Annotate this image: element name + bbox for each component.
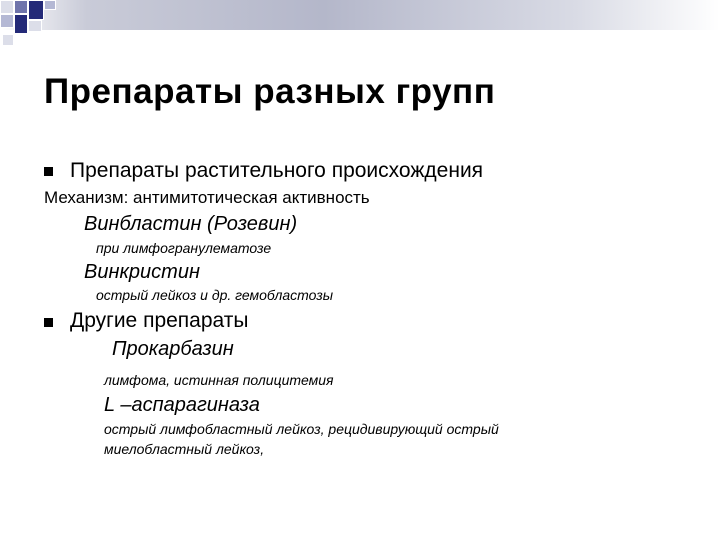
drug-asparaginase: L –аспарагиназа <box>104 394 260 416</box>
header-square-decoration <box>44 0 56 10</box>
drug-vinblastine-note: при лимфогранулематозе <box>96 240 272 256</box>
drug-procarbazine-note: лимфома, истинная полицитемия <box>104 372 334 388</box>
slide-title: Препараты разных групп <box>44 72 496 111</box>
header-square-decoration <box>28 0 44 20</box>
header-square-decoration <box>14 0 28 14</box>
square-bullet-icon <box>44 167 53 176</box>
mechanism-text: Механизм: антимитотическая активность <box>44 188 370 207</box>
drug-vincristine-note: острый лейкоз и др. гемобластозы <box>96 287 334 303</box>
bullet-item-plant-drugs: Препараты растительного происхождения <box>70 159 484 182</box>
drug-asparaginase-note-line2: миелобластный лейкоз, <box>104 441 265 457</box>
drug-procarbazine: Прокарбазин <box>112 338 234 360</box>
header-square-decoration <box>14 14 28 34</box>
header-gradient-bar <box>0 0 720 30</box>
header-square-decoration <box>2 34 14 46</box>
header-square-decoration <box>0 14 14 28</box>
drug-vinblastine: Винбластин (Розевин) <box>84 213 298 235</box>
header-square-decoration <box>28 20 42 32</box>
square-bullet-icon <box>44 318 53 327</box>
bullet-item-other-drugs: Другие препараты <box>70 309 249 332</box>
header-square-decoration <box>0 0 14 14</box>
drug-vincristine: Винкристин <box>84 261 200 283</box>
drug-asparaginase-note-line1: острый лимфобластный лейкоз, рецидивирующий острый <box>104 421 499 437</box>
